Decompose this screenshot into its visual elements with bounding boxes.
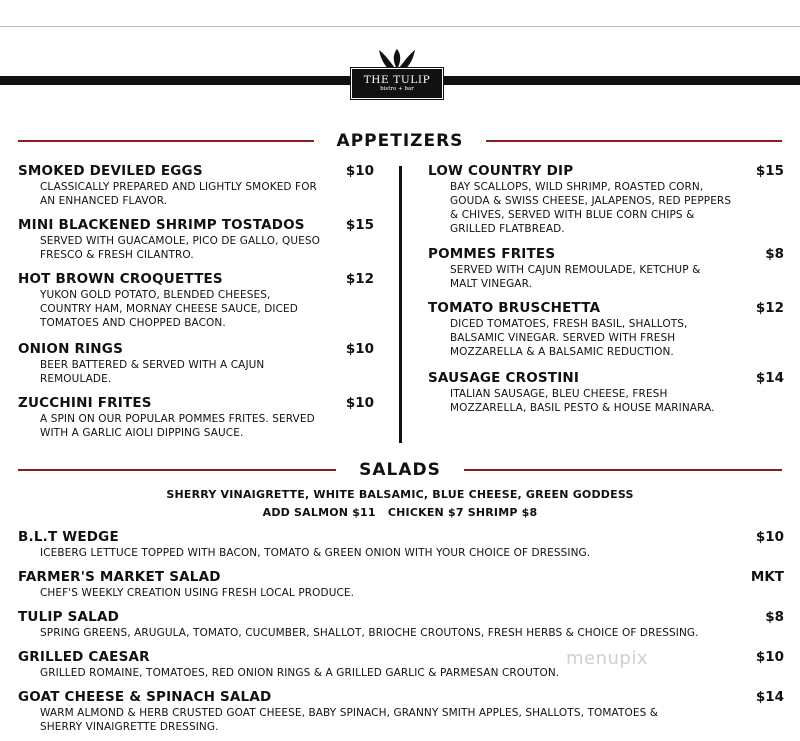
item-price: $10 bbox=[755, 649, 784, 665]
item-name: TOMATO BRUSCHETTA bbox=[428, 300, 601, 316]
item-name: MINI BLACKENED SHRIMP TOSTADOS bbox=[18, 217, 305, 233]
menupix-watermark: menupix bbox=[566, 648, 649, 669]
logo-plate bbox=[351, 68, 443, 99]
item-price: $8 bbox=[765, 246, 784, 262]
item-price: $10 bbox=[755, 529, 784, 545]
item-price: $10 bbox=[345, 341, 374, 357]
item-name: GRILLED CAESAR bbox=[18, 649, 150, 665]
item-description: ITALIAN SAUSAGE, BLEU CHEESE, FRESH MOZZARELLA, BASIL PESTO & HOUSE MARINARA. bbox=[450, 388, 715, 414]
column-divider bbox=[399, 166, 402, 443]
item-name: FARMER'S MARKET SALAD bbox=[18, 569, 221, 585]
item-description: BEER BATTERED & SERVED WITH A CAJUN REMOULADE. bbox=[40, 359, 265, 385]
item-description: SPRING GREENS, ARUGULA, TOMATO, CUCUMBER, SHALLOT, BRIOCHE CROUTONS, FRESH HERBS & CHOICE OF DRESSING. bbox=[40, 627, 699, 639]
menu-item bbox=[18, 528, 784, 560]
appetizers-heading bbox=[0, 131, 800, 151]
logo-tagline: bistro + bar bbox=[380, 86, 414, 92]
salads-heading bbox=[0, 460, 800, 480]
menu-item bbox=[18, 216, 374, 262]
menu-item bbox=[428, 299, 784, 359]
item-price: $12 bbox=[755, 300, 784, 316]
item-description: DICED TOMATOES, FRESH BASIL, SHALLOTS, BALSAMIC VINEGAR. SERVED WITH FRESH MOZZARELLA & A BALSAMIC REDUCTION. bbox=[450, 318, 688, 358]
item-price: $15 bbox=[345, 217, 374, 233]
item-name: SAUSAGE CROSTINI bbox=[428, 370, 580, 386]
item-name: TULIP SALAD bbox=[18, 609, 120, 625]
item-description: CLASSICALLY PREPARED AND LIGHTLY SMOKED FOR AN ENHANCED FLAVOR. bbox=[40, 181, 317, 207]
item-description: BAY SCALLOPS, WILD SHRIMP, ROASTED CORN, GOUDA & SWISS CHEESE, JALAPENOS, RED PEPPERS & CHIVES, SERVED WITH BLUE CORN CHIPS & GRILLED FLATBREAD. bbox=[450, 181, 732, 235]
menu-item bbox=[18, 270, 374, 330]
item-description: SERVED WITH GUACAMOLE, PICO DE GALLO, QUESO FRESCO & FRESH CILANTRO. bbox=[40, 235, 321, 261]
menu-item bbox=[18, 568, 784, 600]
appetizers-title: APPETIZERS bbox=[336, 131, 464, 151]
menu-item bbox=[18, 688, 784, 734]
item-name: ONION RINGS bbox=[18, 341, 123, 357]
item-price: MKT bbox=[750, 569, 784, 585]
tulip-logo bbox=[351, 46, 443, 102]
menu-item bbox=[428, 162, 784, 236]
top-edge-line bbox=[0, 26, 800, 27]
item-price: $14 bbox=[755, 370, 784, 386]
item-price: $15 bbox=[755, 163, 784, 179]
protein-addons: ADD SALMON $11 CHICKEN $7 SHRIMP $8 bbox=[262, 506, 538, 519]
item-name: POMMES FRITES bbox=[428, 246, 556, 262]
item-price: $10 bbox=[345, 395, 374, 411]
menu-item bbox=[18, 608, 784, 640]
item-name: ZUCCHINI FRITES bbox=[18, 395, 152, 411]
item-price: $10 bbox=[345, 163, 374, 179]
item-price: $14 bbox=[755, 689, 784, 705]
item-name: B.L.T WEDGE bbox=[18, 529, 119, 545]
item-description: A SPIN ON OUR POPULAR POMMES FRITES. SERVED WITH A GARLIC AIOLI DIPPING SAUCE. bbox=[40, 413, 315, 439]
menu-item bbox=[18, 648, 784, 680]
item-price: $8 bbox=[765, 609, 784, 625]
item-description: SERVED WITH CAJUN REMOULADE, KETCHUP & MALT VINEGAR. bbox=[450, 264, 701, 290]
item-name: HOT BROWN CROQUETTES bbox=[18, 271, 223, 287]
salads-title: SALADS bbox=[359, 460, 441, 480]
item-description: ICEBERG LETTUCE TOPPED WITH BACON, TOMATO & GREEN ONION WITH YOUR CHOICE OF DRESSING. bbox=[40, 547, 591, 559]
item-description: WARM ALMOND & HERB CRUSTED GOAT CHEESE, BABY SPINACH, GRANNY SMITH APPLES, SHALLOTS, TOMATOES & SHERRY VINAIGRETTE DRESSING. bbox=[40, 707, 659, 733]
heading-rule-right bbox=[486, 140, 782, 142]
menu-item bbox=[428, 245, 784, 291]
item-name: SMOKED DEVILED EGGS bbox=[18, 163, 203, 179]
menu-item bbox=[18, 340, 374, 386]
logo-name: THE TULIP bbox=[363, 74, 431, 86]
item-name: GOAT CHEESE & SPINACH SALAD bbox=[18, 689, 272, 705]
menu-item bbox=[18, 394, 374, 440]
item-name: LOW COUNTRY DIP bbox=[428, 163, 574, 179]
item-price: $12 bbox=[345, 271, 374, 287]
item-description: YUKON GOLD POTATO, BLENDED CHEESES, COUNTRY HAM, MORNAY CHEESE SAUCE, DICED TOMATOES AND CHOPPED BACON. bbox=[40, 289, 298, 329]
heading-rule-right bbox=[464, 469, 782, 471]
menu-item bbox=[18, 162, 374, 208]
item-description: GRILLED ROMAINE, TOMATOES, RED ONION RINGS & A GRILLED GARLIC & PARMESAN CROUTON. bbox=[40, 667, 560, 679]
item-description: CHEF'S WEEKLY CREATION USING FRESH LOCAL PRODUCE. bbox=[40, 587, 355, 599]
menu-item bbox=[428, 369, 784, 415]
dressing-options: SHERRY VINAIGRETTE, WHITE BALSAMIC, BLUE CHEESE, GREEN GODDESS bbox=[166, 488, 634, 501]
